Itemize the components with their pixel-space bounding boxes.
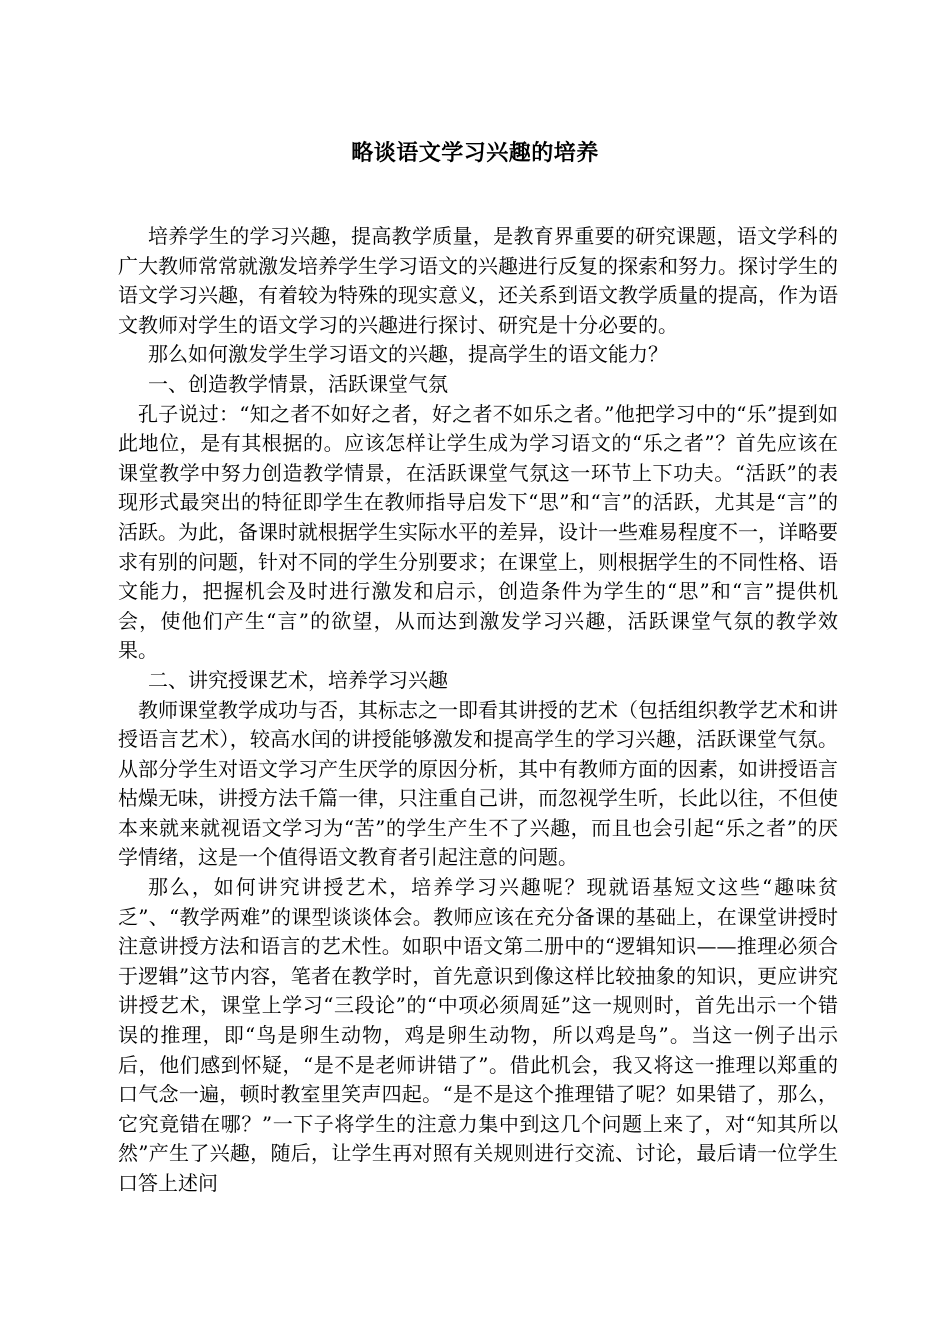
section-heading-2: 二、讲究授课艺术，培养学习兴趣 [148, 667, 448, 692]
paragraph-section-2: 教师课堂教学成功与否，其标志之一即看其讲授的艺术（包括组织教学艺术和讲授语言艺术），较高水闰的讲授能够激发和提高学生的学习兴趣，活跃课堂气氛。从部分学生对语文学习产生厌学的原因分析，其中有教师方面的因素，如讲授语言枯燥无味，讲授方法千篇一律，只注重自己讲，而忽视学生听，长此以往，不但使本来就来就视语文学习为“苦”的学生产生不了兴趣，而且也会引起“乐之者”的厌学情绪，这是一个值得语文教育者引起注意的问题。 [118, 697, 838, 870]
paragraph-intro: 培养学生的学习兴趣，提高教学质量，是教育界重要的研究课题，语文学科的广大教师常常就激发培养学生学习语文的兴趣进行反复的探索和努力。探讨学生的语文学习兴趣，有着较为特殊的现实意义，还关系到语文教学质量的提高，作为语文教师对学生的语文学习的兴趣进行探讨、研究是十分必要的。 [118, 224, 838, 337]
paragraph-section-2-example: 那么，如何讲究讲授艺术，培养学习兴趣呢？现就语基短文这些“趣味贫乏”、“教学两难”的课型谈谈体会。教师应该在充分备课的基础上，在课堂讲授时注意讲授方法和语言的艺术性。如职中语文第二册中的“逻辑知识——推理必须合于逻辑”这节内容，笔者在教学时，首先意识到像这样比较抽象的知识，更应讲究讲授艺术，课堂上学习“三段论”的“中项必须周延”这一规则时，首先出示一个错误的推理，即“鸟是卵生动物，鸡是卵生动物，所以鸡是鸟”。当这一例子出示后，他们感到怀疑，“是不是老师讲错了”。借此机会，我又将这一推理以郑重的口气念一遍，顿时教室里笑声四起。“是不是这个推理错了呢？如果错了，那么，它究竟错在哪？”一下子将学生的注意力集中到这几个问题上来了，对“知其所以然”产生了兴趣，随后，让学生再对照有关规则进行交流、讨论，最后请一位学生口答上述问 [118, 875, 838, 1195]
document-body [118, 222, 838, 1199]
paragraph-section-1: 孔子说过：“知之者不如好之者，好之者不如乐之者。”他把学习中的“乐”提到如此地位，是有其根据的。应该怎样让学生成为学习语文的“乐之者”？首先应该在课堂教学中努力创造教学情景，在活跃课堂气氛这一环节上下功夫。“活跃”的表现形式最突出的特征即学生在教师指导启发下“思”和“言”的活跃，尤其是“言”的活跃。为此，备课时就根据学生实际水平的差异，设计一些难易程度不一，详略要求有别的问题，针对不同的学生分别要求；在课堂上，则根据学生的不同性格、语文能力，把握机会及时进行激发和启示，创造条件为学生的“思”和“言”提供机会，使他们产生“言”的欲望，从而达到激发学习兴趣，活跃课堂气氛的教学效果。 [118, 401, 838, 663]
paragraph-question: 那么如何激发学生学习语文的兴趣，提高学生的语文能力？ [148, 342, 668, 367]
page-title: 略谈语文学习兴趣的培养 [351, 140, 599, 166]
section-heading-1: 一、创造教学情景，活跃课堂气氛 [148, 371, 448, 396]
